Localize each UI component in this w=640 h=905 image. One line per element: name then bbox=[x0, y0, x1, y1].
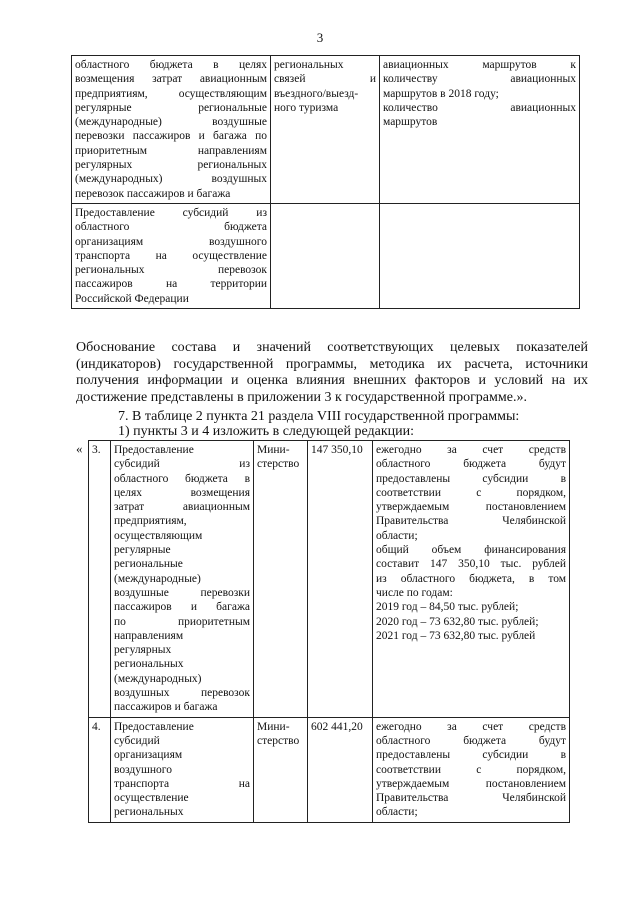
text-line: (международные) воздушные bbox=[75, 116, 267, 129]
text-line: регулярных bbox=[114, 644, 172, 657]
table-cell-goal bbox=[271, 203, 380, 308]
text-line: осуществляющим bbox=[114, 529, 203, 542]
text-line: стерство bbox=[257, 734, 300, 747]
text-line: количество авиационных bbox=[383, 101, 576, 114]
text-line: авиационных маршрутов к bbox=[383, 59, 576, 71]
text-line: областного бюджета в bbox=[114, 472, 250, 485]
text-line: соответствии с порядком, bbox=[376, 763, 566, 776]
text-line: пассажиров и багажа bbox=[114, 601, 250, 614]
table-cell-number: 4. bbox=[89, 717, 111, 822]
text-line: связей и bbox=[274, 73, 376, 86]
text-line: (международных) воздушных bbox=[75, 173, 267, 186]
text-line: соответствии с порядком, bbox=[376, 486, 566, 499]
text-line: транспорта на осуществление bbox=[75, 249, 267, 262]
text-line: предприятиям, bbox=[114, 515, 187, 528]
text-line: получения информации и оценка влияния внешних факторов и условий на их bbox=[76, 373, 588, 388]
paragraph-basis bbox=[76, 340, 588, 406]
table-cell-indicator bbox=[380, 203, 580, 308]
text-line: числе по годам: bbox=[376, 586, 453, 599]
text-line: регулярных региональных bbox=[75, 159, 267, 172]
text-line: области; bbox=[376, 529, 418, 542]
text-line: региональных перевозок bbox=[75, 264, 267, 277]
text-line: воздушные перевозки bbox=[114, 586, 250, 599]
table-row bbox=[89, 441, 570, 718]
text-line: предоставлены субсидии в bbox=[376, 472, 566, 485]
text-line: субсидий из bbox=[114, 458, 250, 471]
text-line: транспорта на bbox=[114, 777, 250, 790]
table-cell-event bbox=[72, 56, 271, 204]
table-cell-amount: 147 350,10 bbox=[308, 441, 373, 718]
text-line: областного бюджета в целях bbox=[75, 59, 267, 71]
continuation-table bbox=[71, 55, 580, 309]
page-number: 3 bbox=[316, 30, 324, 45]
text-line: воздушного bbox=[114, 763, 172, 776]
text-line: Правительства Челябинской bbox=[376, 515, 566, 528]
text-line: ного туризма bbox=[274, 101, 339, 114]
text-line: организациям bbox=[114, 749, 183, 762]
text-line: предоставлены субсидии в bbox=[376, 749, 566, 762]
text-line: 2020 год – 73 632,80 тыс. рублей; bbox=[376, 615, 539, 628]
table-cell-indicator bbox=[380, 56, 580, 204]
table-cell-number: 3. bbox=[89, 441, 111, 718]
text-line: маршрутов bbox=[383, 116, 438, 129]
text-line: стерство bbox=[257, 458, 300, 471]
text-line: 2019 год – 84,50 тыс. рублей; bbox=[376, 601, 519, 614]
text-line: областного бюджета bbox=[75, 221, 267, 234]
table-row bbox=[89, 717, 570, 822]
text-line: областного бюджета будут bbox=[376, 458, 566, 471]
text-line: предприятиям, осуществляющим bbox=[75, 87, 267, 100]
text-line: (международные) bbox=[114, 572, 201, 585]
text-line: областного бюджета будут bbox=[376, 734, 566, 747]
text-line: по приоритетным bbox=[114, 615, 250, 628]
text-line: ежегодно за счет средств bbox=[376, 444, 566, 456]
table-cell-description bbox=[373, 441, 570, 718]
text-line: затрат авиационным bbox=[114, 501, 250, 514]
text-line: маршрутов в 2018 году; bbox=[383, 87, 499, 100]
text-line: Обоснование состава и значений соответствующих целевых показателей bbox=[76, 340, 588, 355]
text-line: из областного бюджета, в том bbox=[376, 572, 566, 585]
table-cell-executor bbox=[254, 717, 308, 822]
paragraph-line: 7. В таблице 2 пункта 21 раздела VIII государственной программы: bbox=[118, 409, 520, 424]
text-line: въездного/выезд- bbox=[274, 87, 359, 100]
text-line: организациям воздушного bbox=[75, 235, 267, 248]
table-cell-executor bbox=[254, 441, 308, 718]
text-line: региональные bbox=[114, 558, 183, 571]
paragraph-sub-1 bbox=[118, 424, 588, 441]
text-line: пассажиров на территории bbox=[75, 278, 267, 291]
text-line: (международных) bbox=[114, 672, 202, 685]
table-cell-amount: 602 441,20 bbox=[308, 717, 373, 822]
text-line: области; bbox=[376, 806, 418, 819]
text-line: Предоставление bbox=[114, 720, 194, 733]
table-cell-event bbox=[72, 203, 271, 308]
table-cell-event-name bbox=[111, 441, 254, 718]
text-line: целях возмещения bbox=[114, 486, 250, 499]
text-line: пассажиров и багажа bbox=[114, 701, 218, 714]
text-line: перевозки пассажиров и багажа по bbox=[75, 130, 267, 143]
text-line: возмещения затрат авиационным bbox=[75, 73, 267, 86]
text-line: приоритетным направлениям bbox=[75, 144, 267, 157]
text-line: (индикаторов) государственной программы, методика их расчета, источники bbox=[76, 356, 588, 372]
text-line: Российской Федерации bbox=[75, 292, 189, 305]
text-line: региональных bbox=[274, 59, 344, 71]
text-line: достижение представлены в приложении 3 к государственной программе.». bbox=[76, 389, 527, 405]
text-line: осуществление bbox=[114, 792, 189, 805]
table-cell-goal bbox=[271, 56, 380, 204]
opening-quote: « bbox=[76, 441, 83, 456]
text-line: регулярные региональные bbox=[75, 101, 267, 114]
text-line: направлениям bbox=[114, 629, 184, 642]
text-line: субсидий bbox=[114, 734, 160, 747]
text-line: региональных bbox=[114, 806, 184, 819]
text-line: перевозок пассажиров и багажа bbox=[75, 187, 231, 200]
text-line: регулярные bbox=[114, 544, 171, 557]
text-line: Мини- bbox=[257, 444, 290, 456]
text-line: составит 147 350,10 тыс. рублей bbox=[376, 558, 566, 571]
text-line: 2021 год – 73 632,80 тыс. рублей bbox=[376, 629, 536, 642]
text-line: Предоставление субсидий из bbox=[75, 206, 267, 219]
text-line: ежегодно за счет средств bbox=[376, 720, 566, 733]
text-line: воздушных перевозок bbox=[114, 687, 250, 700]
paragraph-line: 1) пункты 3 и 4 изложить в следующей редакции: bbox=[118, 424, 415, 439]
text-line: региональных bbox=[114, 658, 184, 671]
text-line: Предоставление bbox=[114, 444, 194, 456]
program-table bbox=[88, 440, 570, 823]
text-line: утверждаемым постановлением bbox=[376, 777, 566, 790]
table-cell-description bbox=[373, 717, 570, 822]
text-line: Правительства Челябинской bbox=[376, 792, 566, 805]
text-line: общий объем финансирования bbox=[376, 544, 566, 557]
text-line: количеству авиационных bbox=[383, 73, 576, 86]
text-line: утверждаемым постановлением bbox=[376, 501, 566, 514]
text-line: Мини- bbox=[257, 720, 290, 733]
table-row bbox=[72, 203, 580, 308]
table-row bbox=[72, 56, 580, 204]
table-cell-event-name bbox=[111, 717, 254, 822]
